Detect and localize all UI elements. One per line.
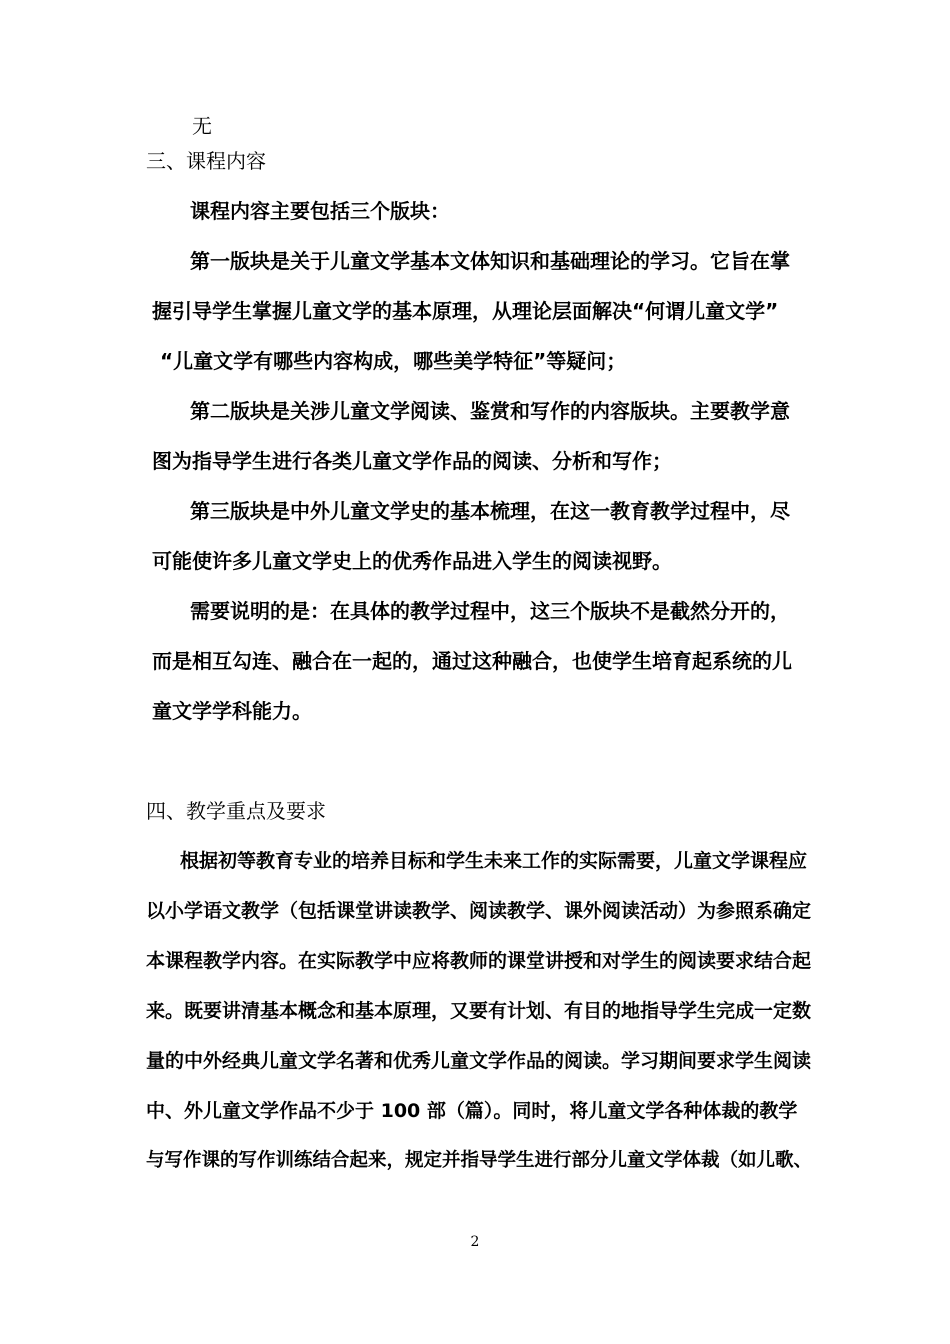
paragraph-line: 课程内容主要包括三个版块： [190, 199, 450, 223]
paragraph-line: 第二版块是关涉儿童文学阅读、鉴赏和写作的内容版块。主要教学意 [190, 399, 790, 423]
paragraph-line: 第三版块是中外儿童文学史的基本梳理，在这一教育教学过程中，尽 [190, 499, 790, 523]
paragraph-line: 第一版块是关于儿童文学基本文体知识和基础理论的学习。它旨在掌 [190, 249, 790, 273]
paragraph-line: 以小学语文教学（包括课堂讲读教学、阅读教学、课外阅读活动）为参照系确定 [146, 900, 812, 922]
intro-text: 无 [192, 114, 212, 138]
paragraph-line: 中、外儿童文学作品不少于 100 部（篇）。同时，将儿童文学各种体裁的教学 [146, 1100, 798, 1122]
paragraph-line: “儿童文学有哪些内容构成，哪些美学特征”等疑问； [160, 349, 627, 373]
section-heading-4: 四、教学重点及要求 [146, 799, 326, 823]
paragraph-line: 根据初等教育专业的培养目标和学生未来工作的实际需要，儿童文学课程应 [180, 850, 808, 872]
paragraph-line: 童文学学科能力。 [152, 699, 312, 723]
paragraph-line: 而是相互勾连、融合在一起的，通过这种融合，也使学生培育起系统的儿 [152, 649, 792, 673]
page-number: 2 [470, 1234, 480, 1250]
paragraph-line: 量的中外经典儿童文学名著和优秀儿童文学作品的阅读。学习期间要求学生阅读 [146, 1050, 812, 1072]
paragraph-line: 需要说明的是：在具体的教学过程中，这三个版块不是截然分开的， [190, 599, 790, 623]
paragraph-line: 图为指导学生进行各类儿童文学作品的阅读、分析和写作； [152, 449, 672, 473]
paragraph-line: 本课程教学内容。在实际教学中应将教师的课堂讲授和对学生的阅读要求结合起 [146, 950, 812, 972]
section-heading-3: 三、课程内容 [146, 149, 266, 173]
paragraph-line: 与写作课的写作训练结合起来，规定并指导学生进行部分儿童文学体裁（如儿歌、 [146, 1150, 813, 1171]
paragraph-line: 可能使许多儿童文学史上的优秀作品进入学生的阅读视野。 [152, 549, 672, 573]
paragraph-line: 握引导学生掌握儿童文学的基本原理，从理论层面解决“何谓儿童文学” [152, 299, 779, 323]
paragraph-line: 来。既要讲清基本概念和基本原理，又要有计划、有目的地指导学生完成一定数 [146, 1000, 812, 1022]
